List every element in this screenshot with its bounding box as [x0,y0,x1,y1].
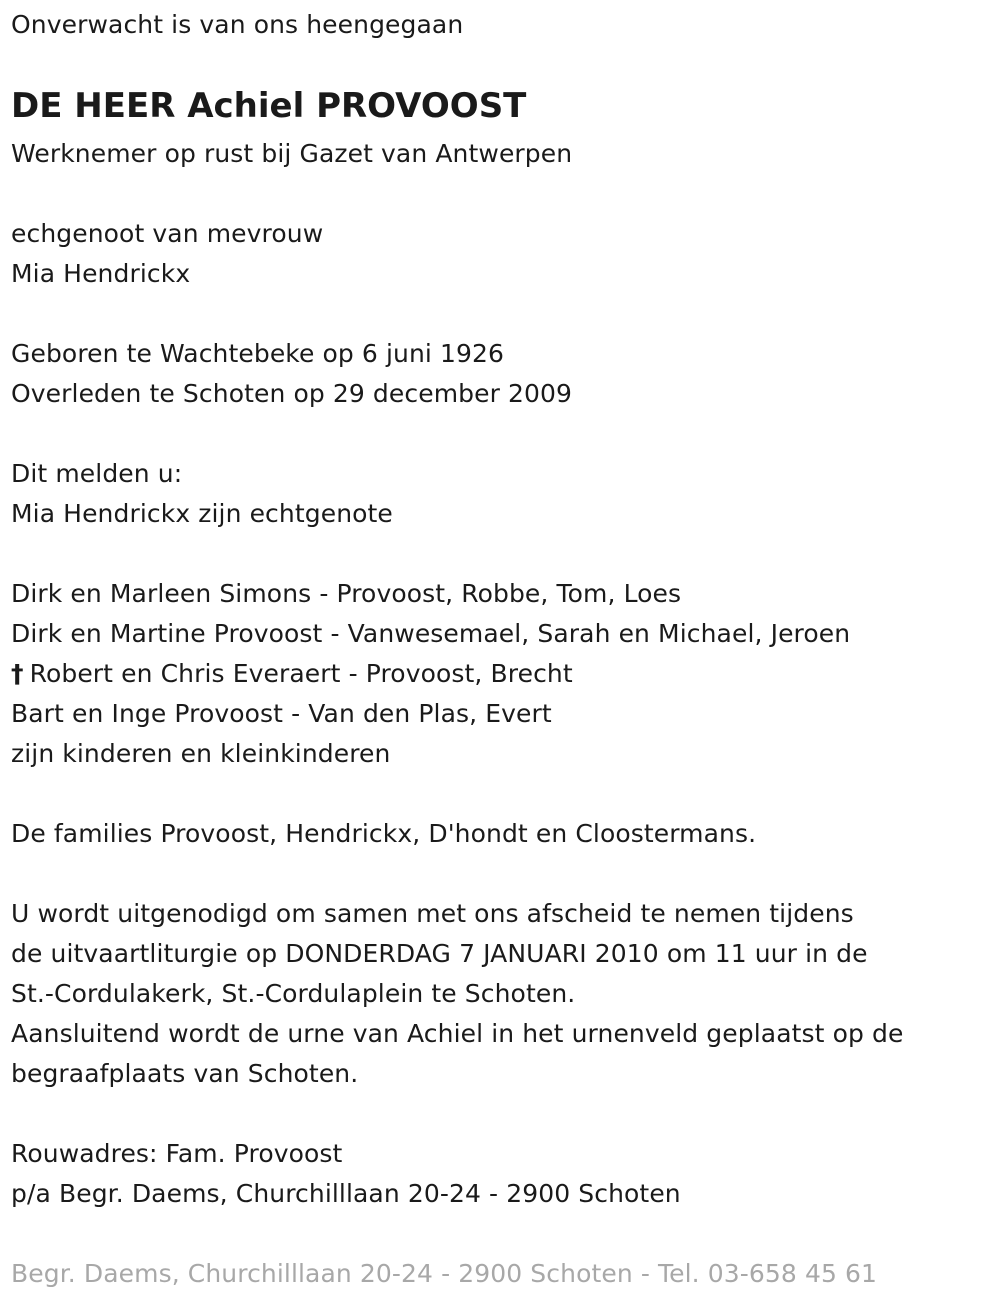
child-family-text: Robert en Chris Everaert - Provoost, Brecht [29,659,573,688]
address-line: Rouwadres: Fam. Provoost [11,1139,343,1168]
address-line: p/a Begr. Daems, Churchilllaan 20-24 - 2900 Schoten [11,1179,681,1208]
deceased-occupation: Werknemer op rust bij Gazet van Antwerpen [11,139,573,168]
death-line: Overleden te Schoten op 29 december 2009 [11,379,573,408]
children-label: zijn kinderen en kleinkinderen [11,739,391,768]
ceremony-line: U wordt uitgenodigd om samen met ons afscheid te nemen tijdens [11,899,854,928]
ceremony-line: Aansluitend wordt de urne van Achiel in het urnenveld geplaatst op de [11,1019,904,1048]
child-family-line: Dirk en Marleen Simons - Provoost, Robbe, Tom, Loes [11,579,682,608]
spouse-name: Mia Hendrickx [11,259,191,288]
intro-text: Onverwacht is van ons heengegaan [11,10,464,39]
ceremony-line: de uitvaartliturgie op DONDERDAG 7 JANUARI 2010 om 11 uur in de [11,939,868,968]
families-line: De families Provoost, Hendrickx, D'hondt en Cloostermans. [11,819,757,848]
birth-line: Geboren te Wachtebeke op 6 juni 1926 [11,339,505,368]
announcers-spouse-line: Mia Hendrickx zijn echtgenote [11,499,393,528]
deceased-name: DE HEER Achiel PROVOOST [11,86,527,126]
cross-icon: † [11,659,24,688]
child-family-line: Dirk en Martine Provoost - Vanwesemael, Sarah en Michael, Jeroen [11,619,851,648]
ceremony-line: begraafplaats van Schoten. [11,1059,359,1088]
child-family-line: Bart en Inge Provoost - Van den Plas, Evert [11,699,552,728]
child-family-line [11,659,573,689]
ceremony-line: St.-Cordulakerk, St.-Cordulaplein te Schoten. [11,979,576,1008]
footer-contact: Begr. Daems, Churchilllaan 20-24 - 2900 Schoten - Tel. 03-658 45 61 [11,1259,878,1288]
announcers-label: Dit melden u: [11,459,183,488]
spouse-label: echgenoot van mevrouw [11,219,324,248]
